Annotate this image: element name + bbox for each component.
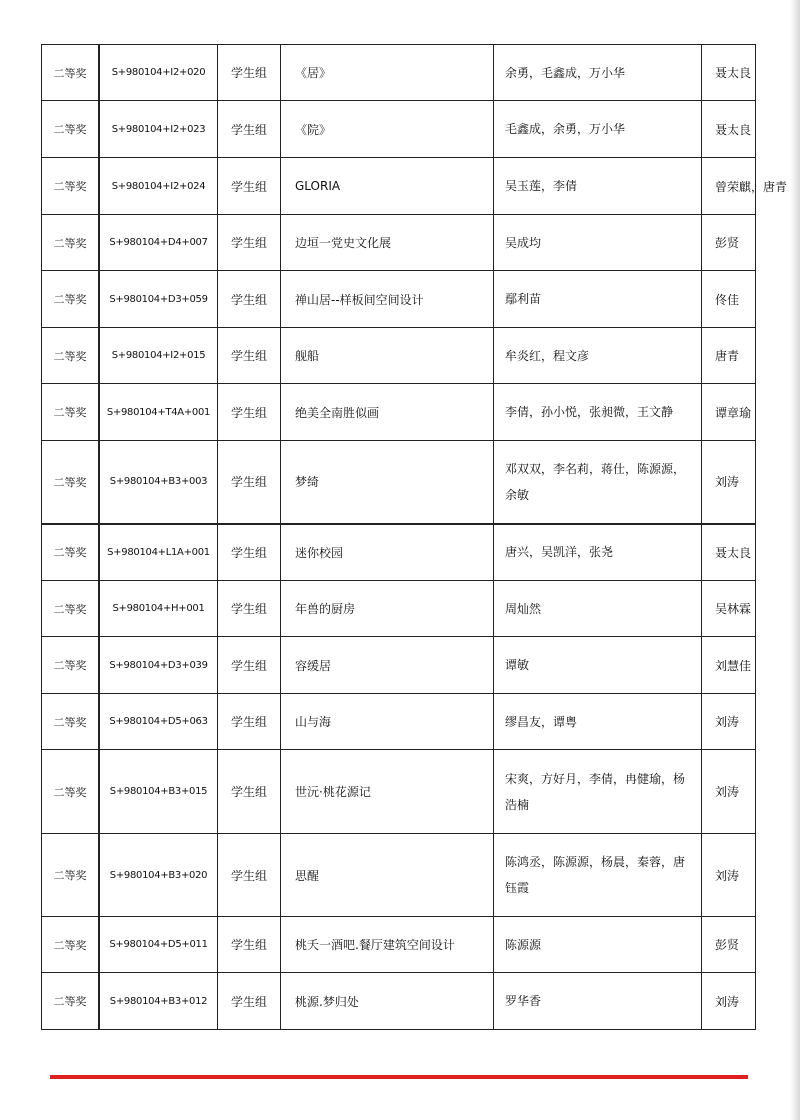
- authors-cell: 邓双双，李名莉，蒋仕，陈源源，余敏: [494, 441, 702, 524]
- table-row: [42, 750, 756, 834]
- group-cell: 学生组: [218, 271, 281, 328]
- code-cell: S+980104+T4A+001: [99, 384, 218, 441]
- award-cell: 二等奖: [42, 45, 100, 101]
- authors-cell: 宋爽，方好月，李倩，冉健瑜，杨浩楠: [494, 750, 702, 834]
- table-row: [42, 524, 756, 581]
- authors-cell: 毛鑫成，余勇，万小华: [494, 101, 702, 158]
- advisor-cell: 彭贤: [702, 215, 756, 271]
- code-cell: S+980104+I2+024: [99, 158, 218, 215]
- table-row: [42, 441, 756, 524]
- authors-cell: 牟炎红，程文彦: [494, 328, 702, 384]
- title-cell: 梦绮: [281, 441, 494, 524]
- advisor-cell: 刘涛: [702, 441, 756, 524]
- advisor-cell: 唐青: [702, 328, 756, 384]
- table-row: [42, 917, 756, 973]
- table-row: [42, 834, 756, 917]
- page-edge-shadow: [790, 0, 800, 1120]
- table-row: [42, 973, 756, 1030]
- title-cell: 《院》: [281, 101, 494, 158]
- advisor-cell: 曾荣麒，唐青: [702, 158, 756, 215]
- table-row: [42, 581, 756, 637]
- advisor-cell: 吴林霖: [702, 581, 756, 637]
- code-cell: S+980104+I2+023: [99, 101, 218, 158]
- table-row: [42, 384, 756, 441]
- authors-cell: 唐兴，吴凯洋，张尧: [494, 524, 702, 581]
- group-cell: 学生组: [218, 917, 281, 973]
- table-row: [42, 158, 756, 215]
- table-row: [42, 271, 756, 328]
- title-cell: 世沅·桃花源记: [281, 750, 494, 834]
- advisor-cell: 刘慧佳: [702, 637, 756, 694]
- title-cell: 禅山居--样板间空间设计: [281, 271, 494, 328]
- award-cell: 二等奖: [42, 384, 100, 441]
- group-cell: 学生组: [218, 694, 281, 750]
- advisor-cell: 彭贤: [702, 917, 756, 973]
- title-cell: 思醒: [281, 834, 494, 917]
- title-cell: GLORIA: [281, 158, 494, 215]
- code-cell: S+980104+I2+015: [99, 328, 218, 384]
- group-cell: 学生组: [218, 637, 281, 694]
- footer-red-rule: [50, 1075, 748, 1079]
- code-cell: S+980104+I2+020: [99, 45, 218, 101]
- title-cell: 边垣一党史文化展: [281, 215, 494, 271]
- table-row: [42, 101, 756, 158]
- group-cell: 学生组: [218, 524, 281, 581]
- code-cell: S+980104+D5+063: [99, 694, 218, 750]
- advisor-cell: 刘涛: [702, 973, 756, 1030]
- group-cell: 学生组: [218, 973, 281, 1030]
- code-cell: S+980104+D5+011: [99, 917, 218, 973]
- title-cell: 迷你校园: [281, 524, 494, 581]
- code-cell: S+980104+B3+015: [99, 750, 218, 834]
- code-cell: S+980104+D3+039: [99, 637, 218, 694]
- award-cell: 二等奖: [42, 637, 100, 694]
- code-cell: S+980104+D4+007: [99, 215, 218, 271]
- authors-cell: 周灿然: [494, 581, 702, 637]
- awards-table: [41, 44, 788, 1030]
- award-cell: 二等奖: [42, 441, 100, 524]
- award-cell: 二等奖: [42, 271, 100, 328]
- authors-cell: 李倩，孙小悦，张昶微，王文静: [494, 384, 702, 441]
- group-cell: 学生组: [218, 215, 281, 271]
- title-cell: 绝美全南胜似画: [281, 384, 494, 441]
- table-row: [42, 45, 756, 101]
- advisor-cell: 刘涛: [702, 750, 756, 834]
- award-cell: 二等奖: [42, 524, 100, 581]
- title-cell: 舰船: [281, 328, 494, 384]
- award-cell: 二等奖: [42, 834, 100, 917]
- award-cell: 二等奖: [42, 215, 100, 271]
- table-row: [42, 328, 756, 384]
- group-cell: 学生组: [218, 441, 281, 524]
- authors-cell: 陈鸿丞，陈源源，杨晨，秦蓉，唐钰霞: [494, 834, 702, 917]
- advisor-cell: 聂太良: [702, 101, 756, 158]
- title-cell: 桃源.梦归处: [281, 973, 494, 1030]
- group-cell: 学生组: [218, 45, 281, 101]
- award-cell: 二等奖: [42, 917, 100, 973]
- group-cell: 学生组: [218, 581, 281, 637]
- award-cell: 二等奖: [42, 581, 100, 637]
- code-cell: S+980104+B3+020: [99, 834, 218, 917]
- advisor-cell: 谭章瑜: [702, 384, 756, 441]
- code-cell: S+980104+H+001: [99, 581, 218, 637]
- group-cell: 学生组: [218, 750, 281, 834]
- group-cell: 学生组: [218, 834, 281, 917]
- title-cell: 《居》: [281, 45, 494, 101]
- group-cell: 学生组: [218, 328, 281, 384]
- award-cell: 二等奖: [42, 750, 100, 834]
- code-cell: S+980104+B3+012: [99, 973, 218, 1030]
- code-cell: S+980104+B3+003: [99, 441, 218, 524]
- award-cell: 二等奖: [42, 158, 100, 215]
- group-cell: 学生组: [218, 384, 281, 441]
- table-row: [42, 637, 756, 694]
- award-cell: 二等奖: [42, 328, 100, 384]
- authors-cell: 罗华香: [494, 973, 702, 1030]
- award-cell: 二等奖: [42, 973, 100, 1030]
- authors-cell: 缪昌友，谭粤: [494, 694, 702, 750]
- title-cell: 桃夭一酒吧.餐厅建筑空间设计: [281, 917, 494, 973]
- awards-table-body: [42, 45, 788, 1030]
- authors-cell: 谭敏: [494, 637, 702, 694]
- code-cell: S+980104+D3+059: [99, 271, 218, 328]
- authors-cell: 余勇，毛鑫成，万小华: [494, 45, 702, 101]
- award-cell: 二等奖: [42, 694, 100, 750]
- authors-cell: 陈源源: [494, 917, 702, 973]
- title-cell: 年兽的厨房: [281, 581, 494, 637]
- authors-cell: 吴玉莲，李倩: [494, 158, 702, 215]
- advisor-cell: 聂太良: [702, 524, 756, 581]
- title-cell: 山与海: [281, 694, 494, 750]
- advisor-cell: 刘涛: [702, 834, 756, 917]
- group-cell: 学生组: [218, 158, 281, 215]
- authors-cell: 鄢利苗: [494, 271, 702, 328]
- table-row: [42, 215, 756, 271]
- advisor-cell: 聂太良: [702, 45, 756, 101]
- title-cell: 容缓居: [281, 637, 494, 694]
- table-row: [42, 694, 756, 750]
- group-cell: 学生组: [218, 101, 281, 158]
- advisor-cell: 佟佳: [702, 271, 756, 328]
- authors-cell: 吴成均: [494, 215, 702, 271]
- advisor-cell: 刘涛: [702, 694, 756, 750]
- code-cell: S+980104+L1A+001: [99, 524, 218, 581]
- award-cell: 二等奖: [42, 101, 100, 158]
